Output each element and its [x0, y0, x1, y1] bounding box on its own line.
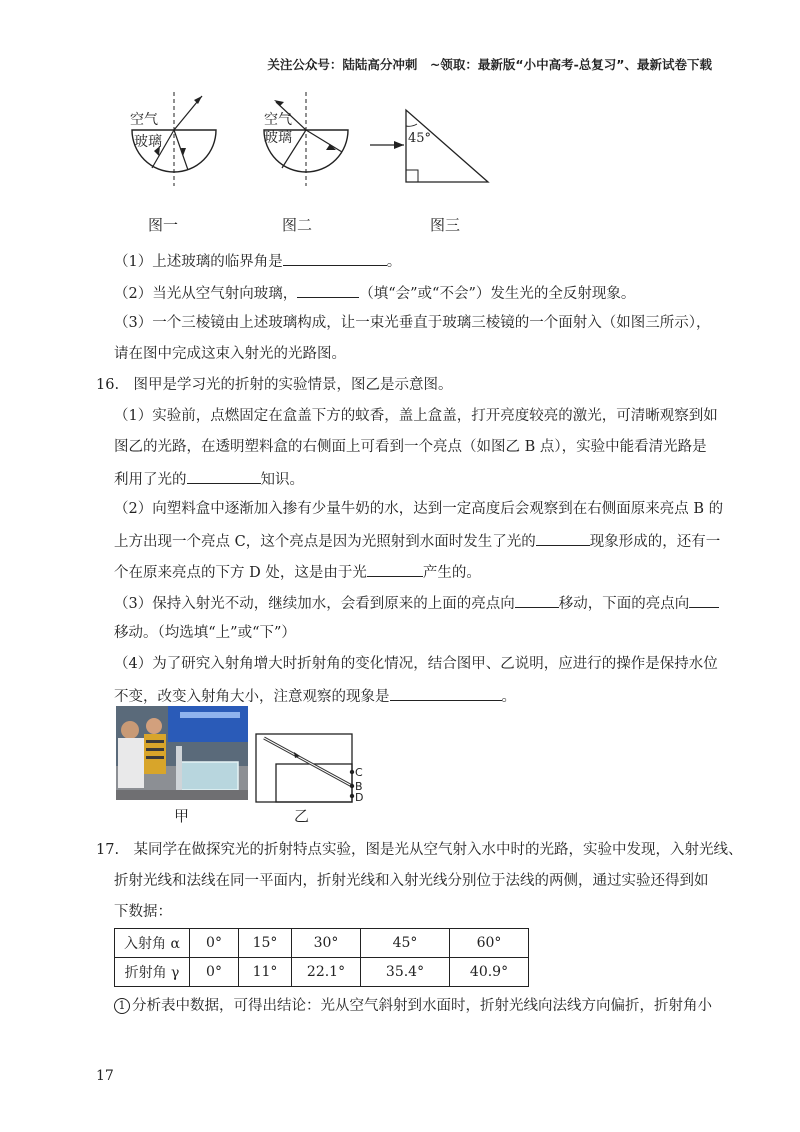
q16-part3-line2: 移动。（均选填“上”或“下”）: [114, 625, 296, 641]
refraction-data-table: [114, 928, 529, 987]
circled-number: 1: [114, 998, 130, 1014]
answer-blank[interactable]: [283, 250, 387, 266]
figure-yi-label: 乙: [294, 807, 310, 825]
row-label: 入射角 α: [115, 929, 190, 958]
q16-part2-line3: 个在原来亮点的下方 D 处，这是由于光 产生的。: [114, 561, 481, 583]
table-cell: 15°: [239, 929, 292, 958]
q16-part4-line1: （4）为了研究入射角增大时折射角的变化情况，结合图甲、乙说明，应进行的操作是保持水位: [114, 656, 718, 672]
table-cell: 11°: [239, 958, 292, 987]
table-cell: 0°: [190, 929, 239, 958]
q16-part1-line3: 利用了光的 知识。: [114, 468, 304, 490]
answer-blank[interactable]: [515, 592, 559, 608]
q16-part1-line2: 图乙的光路，在透明塑料盒的右侧面上可看到一个亮点（如图乙 B 点），实验中能看清光路是: [114, 439, 707, 455]
answer-blank[interactable]: [187, 468, 261, 484]
q16-part2-line1: （2）向塑料盒中逐渐加入掺有少量牛奶的水，达到一定高度后会观察到在右侧面原来亮点 B 的: [114, 501, 724, 517]
table-cell: 30°: [292, 929, 361, 958]
q17-line2: 折射光线和法线在同一平面内，折射光线和入射光线分别位于法线的两侧，通过实验还得到如: [114, 873, 709, 889]
experiment-diagram: [254, 732, 374, 804]
q16-part4-line2: 不变，改变入射角大小，注意观察的现象是 。: [114, 685, 516, 707]
answer-blank[interactable]: [297, 282, 359, 298]
answer-blank[interactable]: [689, 592, 719, 608]
table-cell: 35.4°: [361, 958, 450, 987]
q17-line1: 17. 某同学在做探究光的折射特点实验，图是光从空气射入水中时的光路，实验中发现，入射光线、: [96, 842, 743, 858]
fig3-angle-label: 45°: [408, 131, 432, 146]
experiment-photo: [116, 706, 248, 800]
fig1-air-label: 空气: [130, 112, 158, 128]
q16-part2-line2: 上方出现一个亮点 C，这个亮点是因为光照射到水面时发生了光的 现象形成的，还有一: [114, 530, 720, 552]
answer-blank[interactable]: [367, 561, 423, 577]
point-b-label: B: [355, 780, 363, 793]
point-c-label: C: [355, 766, 363, 779]
fig1-glass-label: 玻璃: [134, 134, 162, 150]
q17-conclusion-line: 1 分析表中数据，可得出结论：光从空气斜射到水面时，折射光线向法线方向偏折，折射角小: [114, 996, 712, 1016]
q16-part1-line1: （1）实验前，点燃固定在盒盖下方的蚊香，盖上盒盖，打开亮度较亮的激光，可清晰观察到如: [114, 408, 718, 424]
figure-jia-label: 甲: [174, 807, 190, 825]
q15-part3-line1: （3）一个三棱镜由上述玻璃构成，让一束光垂直于玻璃三棱镜的一个面射入（如图三所示），: [114, 315, 711, 331]
q15-part1: （1）上述玻璃的临界角是 。: [114, 250, 401, 272]
q16-title: 16. 图甲是学习光的折射的实验情景，图乙是示意图。: [96, 377, 453, 393]
table-cell: 22.1°: [292, 958, 361, 987]
point-d-label: D: [355, 791, 364, 804]
figure-three-prism: [366, 104, 496, 190]
figure-three-label: 图三: [430, 216, 461, 234]
q16-part3-line1: （3）保持入射光不动，继续加水，会看到原来的上面的亮点向 移动，下面的亮点向: [114, 592, 719, 614]
table-cell: 60°: [450, 929, 529, 958]
page-number: 17: [96, 1068, 114, 1084]
figure-one-label: 图一: [148, 216, 179, 234]
row-label: 折射角 γ: [115, 958, 190, 987]
q15-part2: （2）当光从空气射向玻璃， （填“会”或“不会”）发生光的全反射现象。: [114, 282, 635, 304]
figure-one-diagram: [128, 90, 228, 190]
table-row: [115, 958, 529, 987]
q17-line3: 下数据：: [114, 904, 172, 920]
table-row: [115, 929, 529, 958]
table-cell: 0°: [190, 958, 239, 987]
figure-two-label: 图二: [282, 216, 313, 234]
fig2-air-label: 空气: [264, 112, 292, 128]
q15-part3-line2: 请在图中完成这束入射光的光路图。: [114, 346, 346, 362]
answer-blank[interactable]: [536, 530, 590, 546]
table-cell: 40.9°: [450, 958, 529, 987]
figure-two-diagram: [260, 90, 360, 190]
page-header: 关注公众号：陆陆高分冲刺 ~领取：最新版“小中高考-总复习”、最新试卷下载: [267, 57, 712, 72]
fig2-glass-label: 玻璃: [264, 130, 292, 146]
answer-blank[interactable]: [390, 685, 502, 701]
table-cell: 45°: [361, 929, 450, 958]
